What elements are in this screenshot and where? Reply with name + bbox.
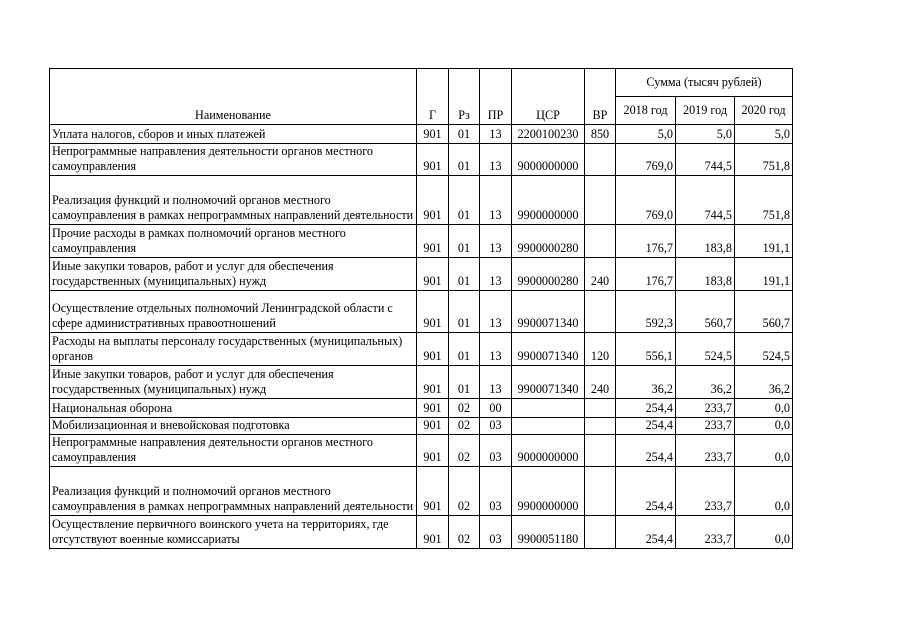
row-csr: 9900071340	[512, 333, 585, 366]
row-rz: 02	[449, 516, 480, 549]
row-pr: 13	[480, 225, 512, 258]
row-vr	[585, 144, 616, 176]
row-2019: 5,0	[676, 125, 735, 144]
row-2018: 254,4	[616, 435, 676, 467]
row-rz: 01	[449, 125, 480, 144]
row-2019: 744,5	[676, 144, 735, 176]
row-2020: 0,0	[735, 516, 793, 549]
row-vr	[585, 225, 616, 258]
table-row	[50, 225, 793, 258]
row-csr: 9900000000	[512, 176, 585, 225]
row-vr	[585, 176, 616, 225]
header-rz: Рз	[449, 69, 480, 125]
row-vr	[585, 516, 616, 549]
header-2019: 2019 год	[676, 97, 735, 125]
row-name: Непрограммные направления деятельности органов местного самоуправления	[50, 435, 417, 467]
row-g: 901	[417, 333, 449, 366]
row-name: Мобилизационная и вневойсковая подготовка	[50, 418, 417, 435]
row-rz: 02	[449, 467, 480, 516]
row-pr: 13	[480, 366, 512, 399]
row-rz: 01	[449, 258, 480, 291]
header-name: Наименование	[50, 69, 417, 125]
row-g: 901	[417, 291, 449, 333]
row-g: 901	[417, 258, 449, 291]
row-2020: 751,8	[735, 144, 793, 176]
row-2018: 592,3	[616, 291, 676, 333]
row-name: Реализация функций и полномочий органов местного самоуправления в рамках непрограммных направлений деятельности	[50, 176, 417, 225]
row-csr: 9900051180	[512, 516, 585, 549]
row-2019: 560,7	[676, 291, 735, 333]
table-row	[50, 144, 793, 176]
row-pr: 13	[480, 291, 512, 333]
table-row	[50, 176, 793, 225]
table-row	[50, 435, 793, 467]
row-csr: 9000000000	[512, 144, 585, 176]
header-g: Г	[417, 69, 449, 125]
header-2020: 2020 год	[735, 97, 793, 125]
row-vr: 850	[585, 125, 616, 144]
row-csr: 9900000280	[512, 258, 585, 291]
row-2018: 176,7	[616, 258, 676, 291]
header-sum: Сумма (тысяч рублей)	[616, 69, 793, 97]
row-name: Реализация функций и полномочий органов местного самоуправления в рамках непрограммных направлений деятельности	[50, 467, 417, 516]
row-2018: 254,4	[616, 418, 676, 435]
row-vr: 240	[585, 258, 616, 291]
row-2018: 254,4	[616, 467, 676, 516]
row-rz: 01	[449, 291, 480, 333]
row-rz: 01	[449, 144, 480, 176]
row-2020: 560,7	[735, 291, 793, 333]
row-vr	[585, 291, 616, 333]
row-name: Прочие расходы в рамках полномочий органов местного самоуправления	[50, 225, 417, 258]
row-name: Уплата налогов, сборов и иных платежей	[50, 125, 417, 144]
table-row	[50, 333, 793, 366]
row-2019: 233,7	[676, 418, 735, 435]
row-2019: 233,7	[676, 399, 735, 418]
row-g: 901	[417, 366, 449, 399]
row-2020: 5,0	[735, 125, 793, 144]
row-name: Осуществление отдельных полномочий Ленинградской области с сфере административных правоотношений	[50, 291, 417, 333]
row-pr: 03	[480, 435, 512, 467]
row-g: 901	[417, 435, 449, 467]
row-csr: 9000000000	[512, 435, 585, 467]
row-2019: 183,8	[676, 258, 735, 291]
row-csr: 2200100230	[512, 125, 585, 144]
budget-table	[49, 68, 793, 549]
row-2018: 254,4	[616, 399, 676, 418]
table-row	[50, 467, 793, 516]
row-2019: 183,8	[676, 225, 735, 258]
table-row	[50, 291, 793, 333]
row-g: 901	[417, 516, 449, 549]
row-2019: 233,7	[676, 435, 735, 467]
row-g: 901	[417, 418, 449, 435]
row-rz: 01	[449, 176, 480, 225]
row-csr: 9900000000	[512, 467, 585, 516]
row-vr	[585, 467, 616, 516]
row-csr: 9900000280	[512, 225, 585, 258]
header-csr: ЦСР	[512, 69, 585, 125]
row-2018: 254,4	[616, 516, 676, 549]
row-2020: 191,1	[735, 225, 793, 258]
row-2020: 0,0	[735, 435, 793, 467]
row-vr	[585, 418, 616, 435]
row-2018: 769,0	[616, 144, 676, 176]
row-2018: 176,7	[616, 225, 676, 258]
row-vr	[585, 399, 616, 418]
row-name: Расходы на выплаты персоналу государственных (муниципальных) органов	[50, 333, 417, 366]
row-pr: 03	[480, 467, 512, 516]
row-csr: 9900071340	[512, 366, 585, 399]
row-name: Национальная оборона	[50, 399, 417, 418]
row-pr: 13	[480, 258, 512, 291]
row-2018: 769,0	[616, 176, 676, 225]
row-pr: 00	[480, 399, 512, 418]
row-name: Осуществление первичного воинского учета на территориях, где отсутствуют военные комиссариаты	[50, 516, 417, 549]
row-g: 901	[417, 125, 449, 144]
table-row	[50, 366, 793, 399]
row-rz: 01	[449, 366, 480, 399]
row-rz: 02	[449, 399, 480, 418]
row-pr: 13	[480, 144, 512, 176]
row-g: 901	[417, 225, 449, 258]
row-pr: 13	[480, 176, 512, 225]
row-2019: 233,7	[676, 467, 735, 516]
row-g: 901	[417, 399, 449, 418]
row-2020: 751,8	[735, 176, 793, 225]
row-vr	[585, 435, 616, 467]
row-2019: 36,2	[676, 366, 735, 399]
row-2018: 36,2	[616, 366, 676, 399]
row-2019: 524,5	[676, 333, 735, 366]
table-row	[50, 125, 793, 144]
row-2020: 36,2	[735, 366, 793, 399]
row-2020: 0,0	[735, 467, 793, 516]
row-2020: 191,1	[735, 258, 793, 291]
row-pr: 13	[480, 333, 512, 366]
row-name: Иные закупки товаров, работ и услуг для обеспечения государственных (муниципальных) нужд	[50, 258, 417, 291]
row-rz: 01	[449, 225, 480, 258]
row-pr: 03	[480, 418, 512, 435]
row-2019: 744,5	[676, 176, 735, 225]
row-pr: 03	[480, 516, 512, 549]
row-vr: 120	[585, 333, 616, 366]
row-csr	[512, 418, 585, 435]
row-csr	[512, 399, 585, 418]
table-row	[50, 399, 793, 418]
row-g: 901	[417, 176, 449, 225]
row-2019: 233,7	[676, 516, 735, 549]
header-2018: 2018 год	[616, 97, 676, 125]
row-2020: 524,5	[735, 333, 793, 366]
table-body	[50, 125, 793, 549]
row-2020: 0,0	[735, 418, 793, 435]
header-pr: ПР	[480, 69, 512, 125]
row-csr: 9900071340	[512, 291, 585, 333]
row-name: Иные закупки товаров, работ и услуг для обеспечения государственных (муниципальных) нужд	[50, 366, 417, 399]
table-row	[50, 418, 793, 435]
row-rz: 01	[449, 333, 480, 366]
row-vr: 240	[585, 366, 616, 399]
row-rz: 02	[449, 435, 480, 467]
row-2018: 5,0	[616, 125, 676, 144]
row-rz: 02	[449, 418, 480, 435]
row-2018: 556,1	[616, 333, 676, 366]
row-name: Непрограммные направления деятельности органов местного самоуправления	[50, 144, 417, 176]
row-g: 901	[417, 144, 449, 176]
row-g: 901	[417, 467, 449, 516]
table-row	[50, 258, 793, 291]
header-vr: ВР	[585, 69, 616, 125]
table-row	[50, 516, 793, 549]
row-2020: 0,0	[735, 399, 793, 418]
row-pr: 13	[480, 125, 512, 144]
